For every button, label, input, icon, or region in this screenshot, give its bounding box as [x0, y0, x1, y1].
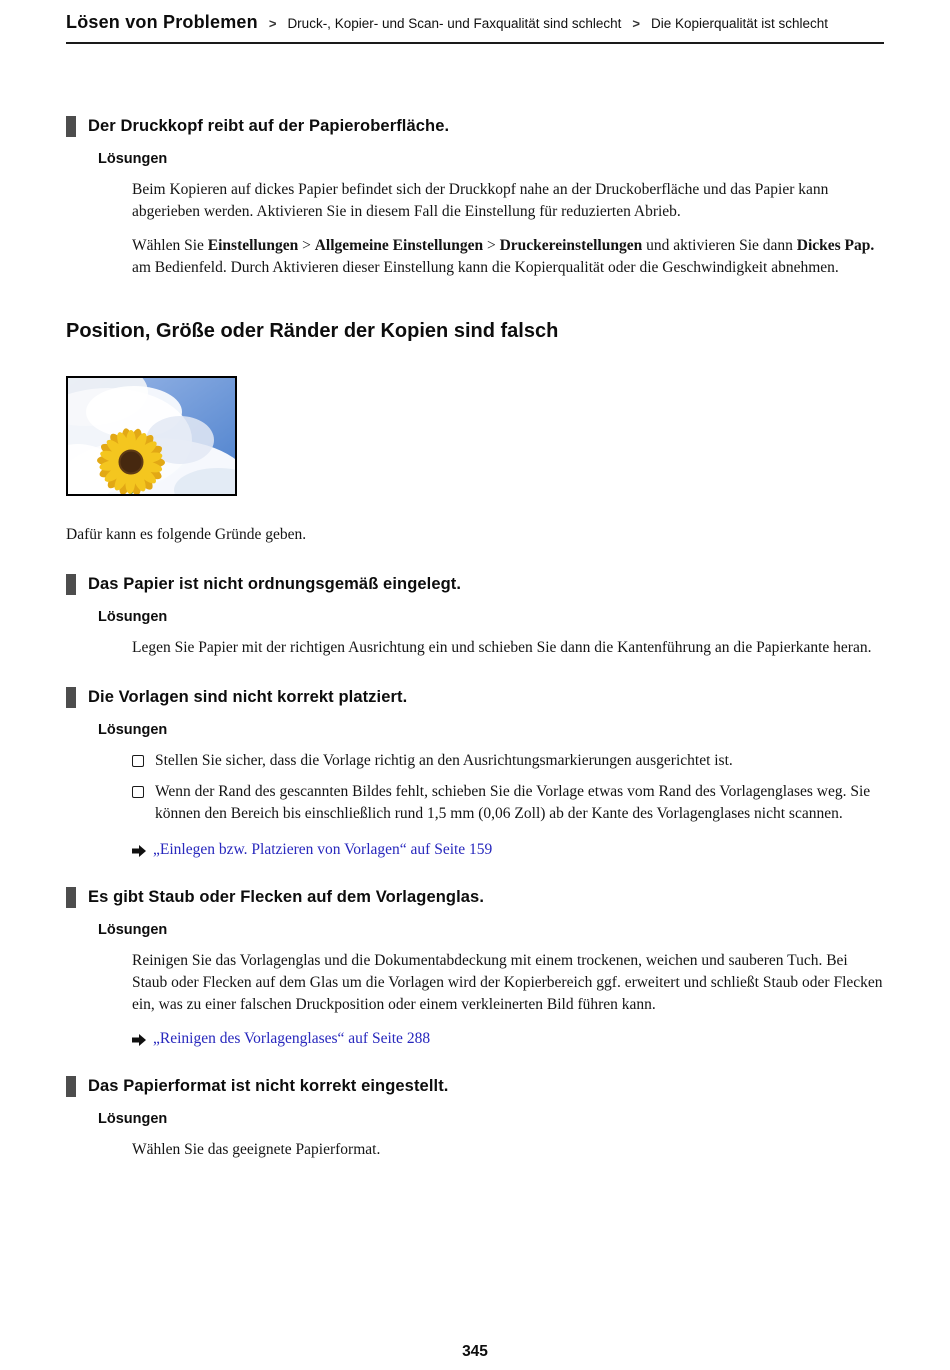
paragraph-settings-path — [132, 235, 884, 279]
section-marker-bar — [66, 887, 76, 908]
paragraph: Legen Sie Papier mit der richtigen Ausrichtung ein und schieben Sie dann die Kantenführung an die Papierkante heran. — [132, 639, 872, 656]
text-run: Wählen Sie — [132, 237, 208, 254]
section-marker-bar — [66, 687, 76, 708]
section-marker-bar — [66, 574, 76, 595]
section-marker-bar — [66, 1076, 76, 1097]
paragraph: Wählen Sie das geeignete Papierformat. — [132, 1141, 381, 1158]
breadcrumb-item-copy-quality[interactable]: Die Kopierqualität ist schlecht — [650, 16, 829, 31]
breadcrumb-separator-icon: > — [632, 16, 640, 31]
page-number: 345 — [462, 1343, 488, 1360]
intro-text: Dafür kann es folgende Gründe geben. — [66, 526, 307, 543]
breadcrumb-separator-icon: > — [268, 16, 277, 31]
arrow-right-icon — [132, 1034, 146, 1046]
section-heading-papier-eingelegt — [66, 574, 884, 595]
cross-reference — [132, 841, 884, 859]
list-item — [132, 781, 872, 825]
list-item-text: Wenn der Rand des gescannten Bildes fehlt, schieben Sie die Vorlage etwas vom Rand des Vorlagenglases weg. Sie können den Bereich bis einschließlich rund 1,5 mm (0,06 Zoll) ab der Kante des Vorlagenglases nicht scannen. — [155, 783, 871, 822]
solutions-label: Lösungen — [98, 922, 168, 938]
link-reinigen-vorlagenglas[interactable]: „Reinigen des Vorlagenglases“ auf Seite 288 — [153, 1030, 431, 1047]
solutions-label: Lösungen — [98, 151, 168, 167]
breadcrumb-root[interactable]: Lösen von Problemen — [66, 12, 258, 32]
section-title: Die Vorlagen sind nicht korrekt platziert. — [88, 688, 408, 706]
breadcrumb — [66, 0, 884, 44]
paragraph: Beim Kopieren auf dickes Papier befindet sich der Druckkopf nahe an der Druckoberfläche und das Papier kann abgerieben werden. Aktivieren Sie in diesem Fall die Einstellung für reduzierten Abrieb. — [132, 181, 829, 220]
text-run: am Bedienfeld. Durch Aktivieren dieser Einstellung kann die Kopierqualität oder die Geschwindigkeit abnehmen. — [132, 259, 839, 276]
arrow-right-icon — [132, 845, 146, 857]
text-run: und aktivieren Sie dann — [642, 237, 797, 254]
checkbox-bullet-icon — [132, 786, 144, 798]
sunflower-sky-photo — [66, 376, 237, 496]
solutions-label: Lösungen — [98, 609, 168, 625]
section-marker-bar — [66, 116, 76, 137]
section-heading-papierformat — [66, 1076, 884, 1097]
breadcrumb-item-quality[interactable]: Druck-, Kopier- und Scan- und Faxqualität sind schlecht — [287, 16, 622, 31]
solutions-label: Lösungen — [98, 1111, 168, 1127]
section-title: Das Papierformat ist nicht korrekt eingestellt. — [88, 1077, 449, 1095]
paragraph: Reinigen Sie das Vorlagenglas und die Dokumentabdeckung mit einem trockenen, weichen und sauberen Tuch. Bei Staub oder Flecken auf dem Glas um die Vorlagen wird der Kopierbereich ggf. erweitert und schließt Staub oder Flecken ein, was zu einer falschen Druckposition oder einem verkleinerten Bild führen kann. — [132, 952, 883, 1013]
menu-path-item: Einstellungen — [207, 237, 299, 254]
section-title: Das Papier ist nicht ordnungsgemäß eingelegt. — [88, 575, 462, 593]
text-run: > — [298, 237, 315, 254]
menu-path-item: Dickes Pap. — [796, 237, 875, 254]
solutions-label: Lösungen — [98, 722, 168, 738]
section-title: Der Druckkopf reibt auf der Papieroberfläche. — [88, 117, 450, 135]
page-section-title: Position, Größe oder Ränder der Kopien sind falsch — [66, 320, 559, 342]
section-title: Es gibt Staub oder Flecken auf dem Vorlagenglas. — [88, 888, 484, 906]
menu-path-item: Druckereinstellungen — [499, 237, 643, 254]
cross-reference — [132, 1030, 884, 1048]
menu-path-item: Allgemeine Einstellungen — [314, 237, 484, 254]
section-heading-vorlagen-platziert — [66, 687, 884, 708]
list-item — [132, 750, 872, 772]
list-item-text: Stellen Sie sicher, dass die Vorlage richtig an den Ausrichtungsmarkierungen ausgerichtet ist. — [155, 752, 733, 769]
sunflower-sky-illustration — [68, 378, 235, 494]
checkbox-bullet-icon — [132, 755, 144, 767]
section-heading-druckkopf — [66, 116, 884, 137]
section-heading-staub-flecken — [66, 887, 884, 908]
text-run: > — [483, 237, 500, 254]
link-einlegen-vorlagen[interactable]: „Einlegen bzw. Platzieren von Vorlagen“ auf Seite 159 — [153, 841, 493, 858]
